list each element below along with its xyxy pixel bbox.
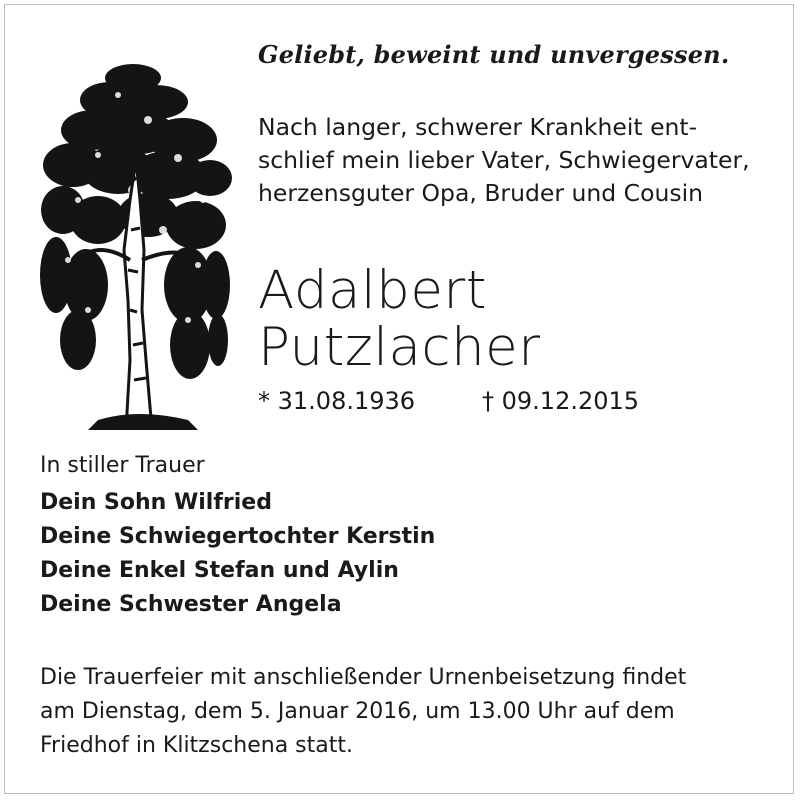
birch-tree-icon <box>38 60 233 430</box>
life-dates <box>258 387 640 415</box>
mourners-list <box>40 486 435 622</box>
intro-line: Nach langer, schwerer Krankheit ent- <box>258 113 698 141</box>
mourner-name: Deine Schwiegertochter Kerstin <box>40 524 436 549</box>
mourning-label: In stiller Trauer <box>40 453 205 478</box>
motto-heading: Geliebt, beweint und unvergessen. <box>258 40 730 69</box>
mourner-name: Dein Sohn Wilfried <box>40 490 272 515</box>
deceased-name <box>258 262 541 376</box>
intro-line: schlief mein lieber Vater, Schwiegervater, <box>258 146 750 174</box>
funeral-notice <box>40 661 686 763</box>
notice-line: Friedhof in Klitzschena statt. <box>40 733 353 758</box>
notice-line: Die Trauerfeier mit anschließender Urnenbeisetzung findet <box>40 665 687 690</box>
mourner-name: Deine Schwester Angela <box>40 592 342 617</box>
birth-date: * 31.08.1936 <box>258 387 416 415</box>
notice-line: am Dienstag, dem 5. Januar 2016, um 13.00 Uhr auf dem <box>40 699 675 724</box>
last-name: Putzlacher <box>258 317 541 378</box>
mourner-name: Deine Enkel Stefan und Aylin <box>40 558 399 583</box>
intro-line: herzensguter Opa, Bruder und Cousin <box>258 179 704 207</box>
first-name: Adalbert <box>258 260 487 321</box>
death-date: † 09.12.2015 <box>482 387 640 415</box>
intro-text <box>258 111 750 210</box>
